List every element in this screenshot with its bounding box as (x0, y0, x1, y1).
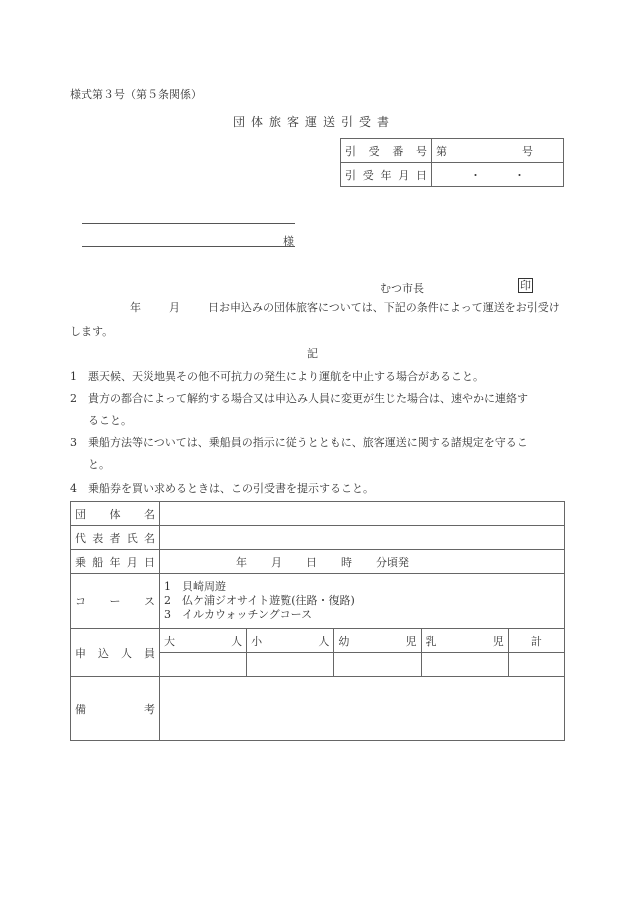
date-unit-day: 日 (306, 555, 317, 569)
child-count-field[interactable] (247, 653, 334, 677)
addressee-suffix: 様 (283, 235, 294, 248)
condition-item (70, 388, 565, 432)
baby-count-field[interactable] (421, 653, 508, 677)
label-char: 表 (92, 531, 104, 545)
condition-item (70, 478, 565, 500)
header-char: 人 (318, 634, 330, 648)
label-char: 申 (75, 646, 86, 660)
condition-number: 3 (70, 436, 77, 449)
remarks-field[interactable] (160, 677, 565, 741)
header-char: 大 (164, 634, 175, 648)
label-char: 乗 (75, 555, 86, 569)
date-unit-year: 年 (236, 555, 247, 569)
label-char: 受 (368, 144, 380, 158)
label-char: 体 (109, 507, 121, 521)
condition-text: 乗船方法等については、乗船員の指示に従うとともに、旅客運送に関する諸規定を守るこ (88, 436, 528, 449)
label-char: 船 (92, 555, 104, 569)
condition-item (70, 432, 565, 476)
condition-text: 悪天候、天災地異その他不可抗力の発生により運航を中止する場合があること。 (88, 370, 484, 383)
total-count-field[interactable] (508, 653, 564, 677)
ref-number-label (341, 139, 432, 163)
issuer-name: むつ市長 (380, 282, 424, 295)
applicants-label (71, 629, 160, 677)
header-char: 乳 (425, 634, 437, 648)
addressee-line-1[interactable] (82, 223, 295, 224)
label-char: 日 (144, 555, 155, 569)
header-char: 児 (492, 634, 504, 648)
reference-table (340, 138, 564, 187)
course-options (160, 574, 565, 629)
condition-number: 2 (70, 392, 77, 405)
condition-item (70, 366, 565, 388)
condition-number: 4 (70, 482, 77, 495)
date-unit-month: 月 (271, 555, 282, 569)
label-char: 受 (362, 168, 374, 182)
date-unit-hour: 時 (341, 555, 352, 569)
label-char: 引 (345, 168, 356, 182)
label-char: ス (144, 595, 155, 608)
label-char: コ (75, 595, 86, 608)
label-char: 日 (416, 168, 427, 182)
application-table (70, 501, 565, 741)
header-char: 人 (231, 634, 243, 648)
ki-heading: 記 (307, 347, 318, 360)
ref-date-field[interactable] (432, 163, 564, 187)
label-char: ー (109, 595, 121, 608)
document-title: 団体旅客運送引受書 (233, 115, 396, 129)
category-adult-header (160, 629, 247, 653)
label-char: 年 (109, 555, 121, 569)
intro-year: 年 (130, 301, 141, 314)
course-option[interactable]: 2 仏ケ浦ジオサイト遊覧(往路・復路) (164, 594, 355, 607)
addressee-line-2[interactable] (82, 246, 295, 247)
form-number: 様式第３号（第５条関係） (70, 88, 202, 101)
condition-number: 1 (70, 370, 77, 383)
intro-text: 日お申込みの団体旅客については、下記の条件によって運送をお引受けします。 (70, 301, 560, 338)
course-label (71, 574, 160, 629)
label-char: 考 (144, 702, 155, 716)
label-char: 年 (380, 168, 392, 182)
label-char: 備 (75, 702, 86, 716)
group-name-label (71, 502, 160, 526)
condition-text-cont: と。 (88, 458, 110, 471)
label-char: 引 (345, 144, 356, 158)
label-char: 番 (392, 144, 404, 158)
ref-number-suffix: 号 (522, 144, 533, 158)
condition-text: 貴方の都合によって解約する場合又は申込み人員に変更が生じた場合は、速やかに連絡す (88, 392, 528, 405)
course-option[interactable]: 3 イルカウォッチングコース (164, 608, 313, 621)
label-char: 名 (144, 531, 155, 545)
condition-text: 乗船券を買い求めるときは、この引受書を提示すること。 (88, 482, 374, 495)
ref-number-prefix: 第 (436, 144, 447, 158)
category-infant-header (334, 629, 421, 653)
label-char: 者 (109, 531, 121, 545)
boarding-date-field[interactable] (160, 550, 565, 574)
boarding-date-label (71, 550, 160, 574)
remarks-label (71, 677, 160, 741)
category-baby-header (421, 629, 508, 653)
infant-count-field[interactable] (334, 653, 421, 677)
group-name-field[interactable] (160, 502, 565, 526)
ref-date-label (341, 163, 432, 187)
header-char: 幼 (338, 634, 350, 648)
label-char: 人 (121, 646, 132, 660)
label-char: 月 (126, 555, 138, 569)
label-char: 員 (144, 646, 155, 660)
condition-text-cont: ること。 (88, 414, 132, 427)
representative-label (71, 526, 160, 550)
label-char: 氏 (126, 531, 138, 545)
label-char: 号 (415, 144, 427, 158)
seal-mark: 印 (520, 279, 531, 292)
course-option[interactable]: 1 貝崎周遊 (164, 580, 226, 593)
category-child-header (247, 629, 334, 653)
label-char: 団 (75, 507, 86, 521)
label-char: 代 (75, 531, 86, 545)
category-total-header (508, 629, 564, 653)
intro-paragraph (70, 296, 565, 344)
intro-month: 月 (169, 301, 180, 314)
label-char: 名 (144, 507, 155, 521)
header-char: 小 (251, 634, 263, 648)
header-char: 計 (530, 634, 542, 648)
header-char: 児 (405, 634, 417, 648)
ref-date-separators: ・ ・ (470, 168, 525, 182)
adult-count-field[interactable] (160, 653, 247, 677)
label-char: 月 (398, 168, 410, 182)
date-unit-minute-departure: 分頃発 (376, 555, 409, 569)
label-char: 込 (98, 646, 109, 660)
ref-number-field[interactable] (432, 139, 564, 163)
representative-field[interactable] (160, 526, 565, 550)
